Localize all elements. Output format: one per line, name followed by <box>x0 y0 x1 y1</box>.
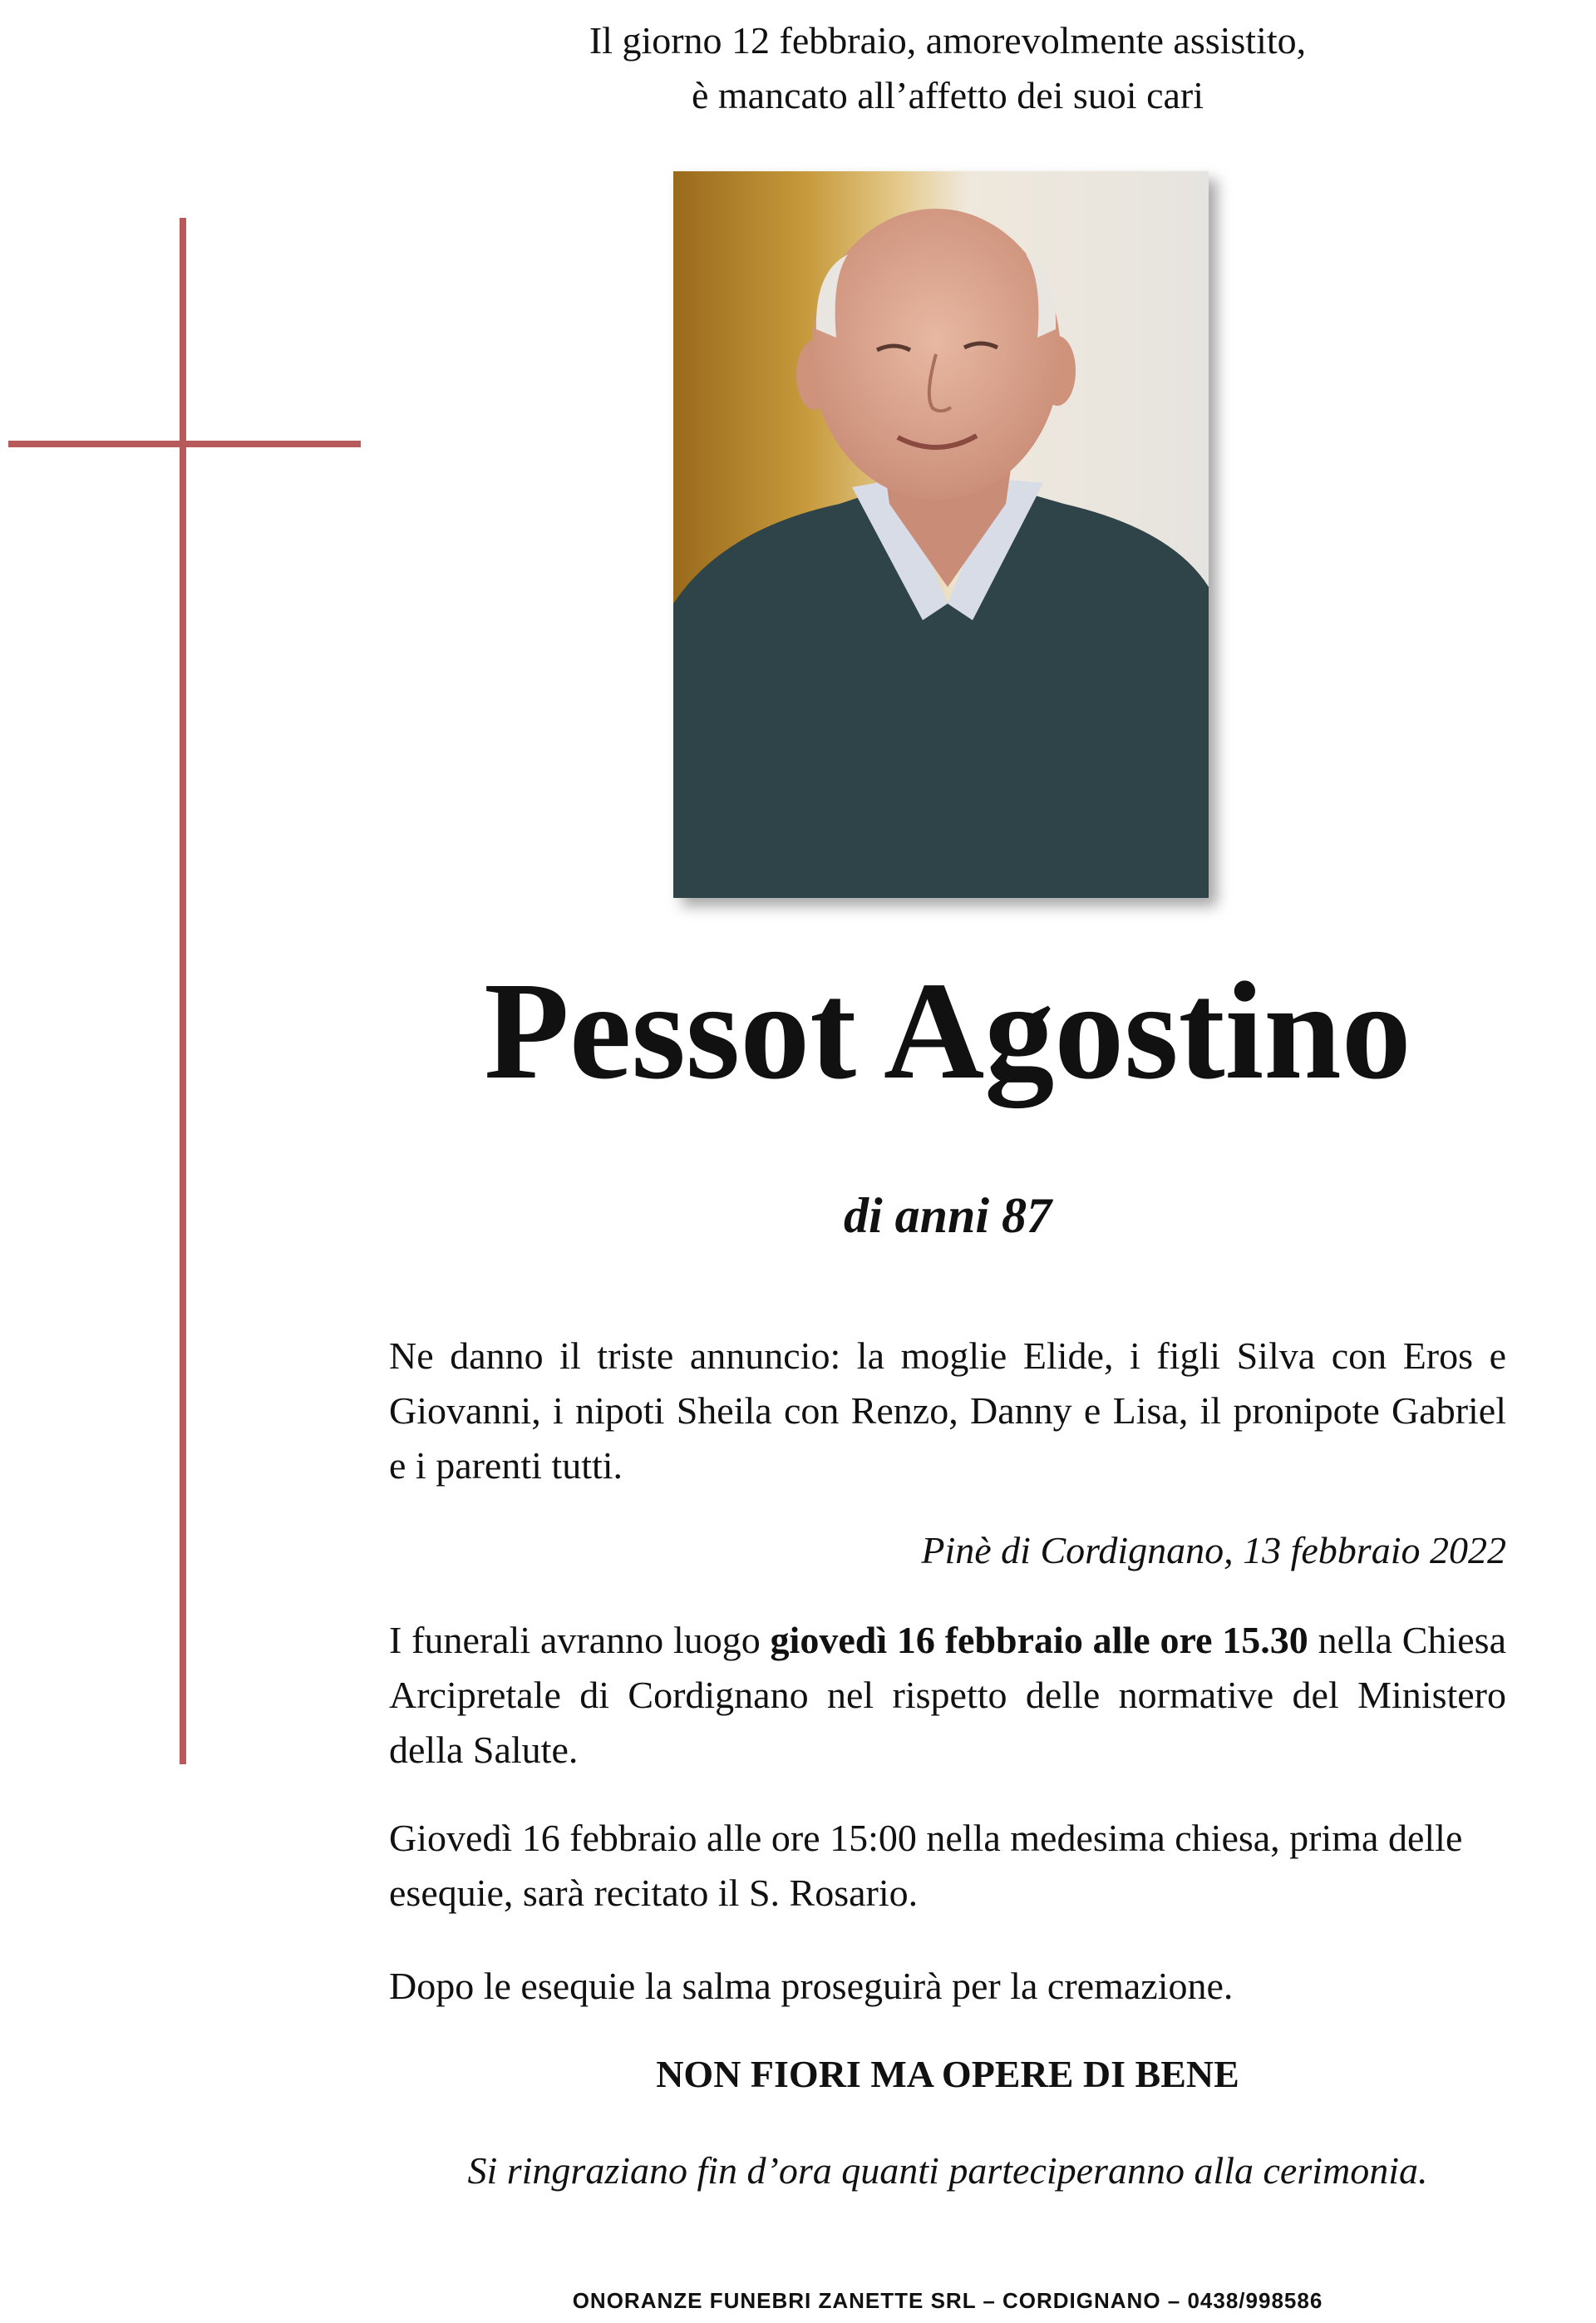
rosary-paragraph: Giovedì 16 febbraio alle ore 15:00 nella medesima chiesa, prima delle esequie, sarà recitato il S. Rosario. <box>389 1817 1463 1914</box>
portrait-photo-icon <box>673 171 1209 898</box>
intro-line-1: Il giorno 12 febbraio, amorevolmente assistito, <box>589 19 1307 62</box>
motto: NON FIORI MA OPERE DI BENE <box>656 2053 1239 2095</box>
funeral-paragraph <box>389 1613 1506 1778</box>
cremation-paragraph: Dopo le esequie la salma proseguirà per la cremazione. <box>389 1965 1234 2007</box>
cross-vertical-bar <box>180 218 186 1764</box>
funeral-datetime: giovedì 16 febbraio alle ore 15.30 <box>770 1619 1308 1661</box>
intro-text <box>466 13 1430 123</box>
deceased-name: Pessot Agostino <box>484 954 1411 1108</box>
funeral-home-footer: ONORANZE FUNEBRI ZANETTE SRL – CORDIGNANO – 0438/998586 <box>572 2288 1323 2313</box>
deceased-age: di anni 87 <box>843 1188 1052 1243</box>
announcement-paragraph: Ne danno il triste annuncio: la moglie Elide, i figli Silva con Eros e Giovanni, i nipoti Sheila con Renzo, Danny e Lisa, il pronipote Gabriel e i parenti tutti. <box>389 1334 1506 1487</box>
cross-horizontal-bar <box>8 441 361 447</box>
funeral-prefix: I funerali avranno luogo <box>389 1619 771 1661</box>
intro-line-2: è mancato all’affetto dei suoi cari <box>691 74 1204 116</box>
place-date: Pinè di Cordignano, 13 febbraio 2022 <box>921 1529 1506 1571</box>
funeral-suffix: nella Chiesa Arcipretale di Cordignano nel rispetto delle normative del Ministero della Salute. <box>389 1619 1506 1771</box>
portrait-photo <box>673 171 1209 898</box>
thanks-text: Si ringraziano fin d’ora quanti parteciperanno alla cerimonia. <box>467 2149 1428 2192</box>
